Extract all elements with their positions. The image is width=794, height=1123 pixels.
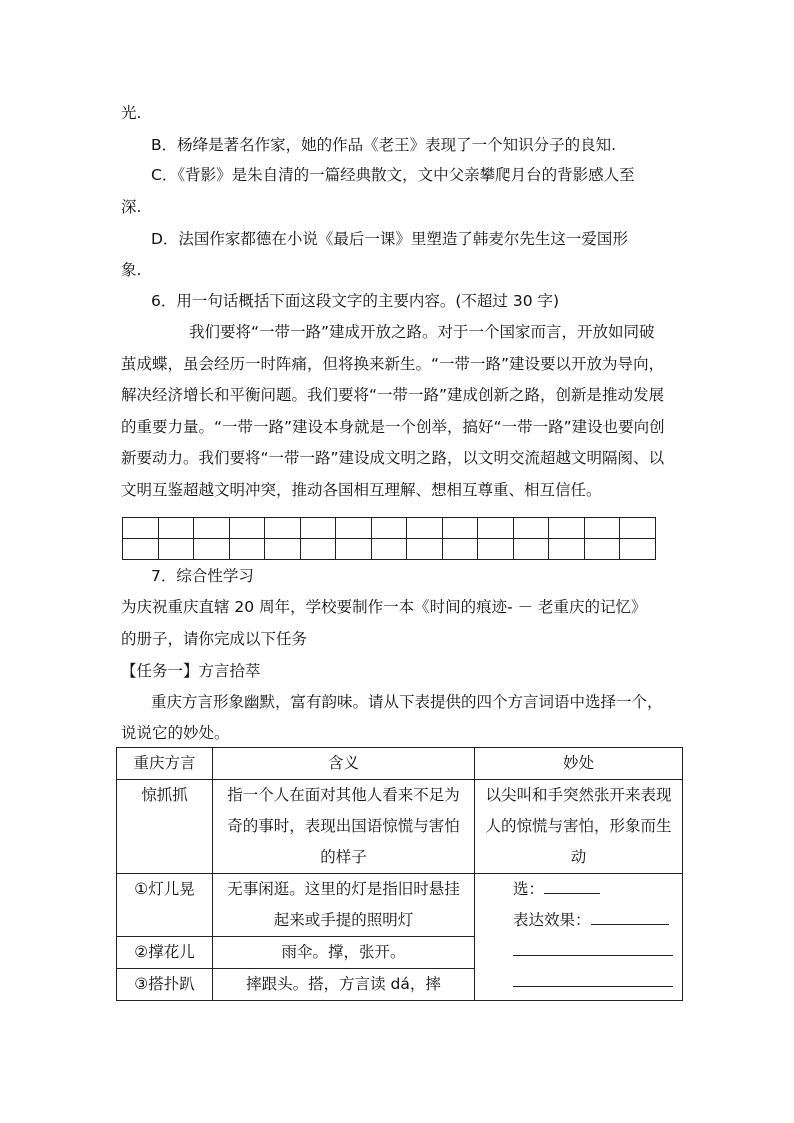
grid-cell[interactable] xyxy=(513,539,549,560)
passage-line: 文明互鉴超越文明冲突，推动各国相互理解、想相互尊重、相互信任。 xyxy=(121,481,602,499)
question-7-text: 为庆祝重庆直辖 20 周年，学校要制作一本《时间的痕迹- － 老重庆的记忆》 xyxy=(121,598,647,616)
effect-row xyxy=(485,905,682,936)
grid-cell[interactable] xyxy=(229,539,265,560)
question-7-text: 的册子，请你完成以下任务 xyxy=(121,630,308,648)
dialect-word: 惊抓抓 xyxy=(117,780,213,874)
answer-grid[interactable] xyxy=(122,517,656,560)
answer-cell xyxy=(475,874,683,1001)
grid-cell[interactable] xyxy=(336,539,372,560)
option-d: D．法国作家都德在小说《最后一课》里塑造了韩麦尔先生这一爱国形 xyxy=(151,230,628,248)
meaning-line: 的样子 xyxy=(320,848,367,866)
option-c: C．《背影》是朱自清的一篇经典散文，文中父亲攀爬月台的背影感人至 xyxy=(151,166,635,184)
dialect-meaning xyxy=(213,937,475,969)
grid-cell[interactable] xyxy=(478,539,514,560)
task-1-text: 说说它的妙处。 xyxy=(121,724,230,742)
dialect-effect xyxy=(475,780,683,874)
choose-label: 选： xyxy=(513,880,545,898)
grid-cell[interactable] xyxy=(371,518,407,539)
answer-line-row xyxy=(485,967,682,998)
meaning-line: 雨伞。撑，张开。 xyxy=(281,943,406,961)
meaning-line: 起来或手提的照明灯 xyxy=(273,911,414,929)
header-dialect: 重庆方言 xyxy=(117,748,213,780)
passage-line: 我们要将“一带一路”建成开放之路。对于一个国家而言，开放如同破 xyxy=(189,323,655,341)
effect-blank[interactable] xyxy=(591,906,669,925)
dialect-meaning xyxy=(213,969,475,1001)
grid-cell[interactable] xyxy=(442,518,478,539)
grid-cell[interactable] xyxy=(300,518,336,539)
effect-line: 人的惊慌与害怕，形象而生 xyxy=(485,817,672,835)
dialect-meaning xyxy=(213,780,475,874)
task-1-title: 【任务一】方言拾萃 xyxy=(121,662,261,680)
grid-cell[interactable] xyxy=(620,539,656,560)
meaning-line: 指一个人在面对其他人看来不足为 xyxy=(227,786,460,804)
meaning-line: 无事闲逛。这里的灯是指旧时悬挂 xyxy=(227,880,460,898)
grid-cell[interactable] xyxy=(265,539,301,560)
effect-line: 以尖叫和手突然张开来表现 xyxy=(485,786,672,804)
grid-cell[interactable] xyxy=(620,518,656,539)
passage-line: 新要动力。我们要将“一带一路”建设成文明之路，以文明交流超越文明隔阂、以 xyxy=(121,449,665,467)
grid-cell[interactable] xyxy=(513,518,549,539)
grid-cell[interactable] xyxy=(584,539,620,560)
grid-cell[interactable] xyxy=(194,518,230,539)
answer-grid-row xyxy=(123,518,656,539)
grid-cell[interactable] xyxy=(336,518,372,539)
task-1-text: 重庆方言形象幽默，富有韵味。请从下表提供的四个方言词语中选择一个， xyxy=(151,693,663,711)
question-7: 7．综合性学习 xyxy=(151,567,254,585)
grid-cell[interactable] xyxy=(300,539,336,560)
answer-blank[interactable] xyxy=(513,937,673,956)
header-meaning: 含义 xyxy=(213,748,475,780)
grid-cell[interactable] xyxy=(371,539,407,560)
grid-cell[interactable] xyxy=(158,539,194,560)
answer-line-row xyxy=(485,936,682,967)
effect-label: 表达效果： xyxy=(513,911,591,929)
table-header-row xyxy=(117,748,683,780)
grid-cell[interactable] xyxy=(549,539,585,560)
grid-cell[interactable] xyxy=(194,539,230,560)
choose-blank[interactable] xyxy=(544,875,600,894)
meaning-line: 摔跟头。搭，方言读 dá，摔 xyxy=(246,975,441,993)
table-row xyxy=(117,874,683,937)
dialect-word: ③搭扑趴 xyxy=(117,969,213,1001)
grid-cell[interactable] xyxy=(549,518,585,539)
answer-grid-row xyxy=(123,539,656,560)
grid-cell[interactable] xyxy=(229,518,265,539)
grid-cell[interactable] xyxy=(407,539,443,560)
option-b: B．杨绛是著名作家，她的作品《老王》表现了一个知识分子的良知. xyxy=(151,136,617,154)
grid-cell[interactable] xyxy=(265,518,301,539)
grid-cell[interactable] xyxy=(123,518,159,539)
grid-cell[interactable] xyxy=(158,518,194,539)
grid-cell[interactable] xyxy=(478,518,514,539)
grid-cell[interactable] xyxy=(407,518,443,539)
question-6: 6．用一句话概括下面这段文字的主要内容。(不超过 30 字) xyxy=(151,292,560,310)
header-effect: 妙处 xyxy=(475,748,683,780)
grid-cell[interactable] xyxy=(123,539,159,560)
passage-line: 解决经济增长和平衡问题。我们要将“一带一路”建成创新之路，创新是推动发展 xyxy=(121,386,665,404)
passage-line: 的重要力量。“一带一路”建设本身就是一个创举，搞好“一带一路”建设也要向创 xyxy=(121,418,665,436)
effect-line: 动 xyxy=(570,848,587,866)
option-d-end: 象. xyxy=(121,261,142,279)
meaning-line: 奇的事时，表现出国语惊慌与害怕 xyxy=(227,817,460,835)
dialect-table xyxy=(116,747,683,1001)
answer-blank[interactable] xyxy=(513,968,673,987)
option-a-end: 光. xyxy=(121,104,142,122)
grid-cell[interactable] xyxy=(442,539,478,560)
table-row xyxy=(117,780,683,874)
grid-cell[interactable] xyxy=(584,518,620,539)
choose-row xyxy=(485,874,682,905)
option-c-end: 深. xyxy=(121,198,142,216)
dialect-meaning xyxy=(213,874,475,937)
passage-line: 茧成蝶，虽会经历一时阵痛，但将换来新生。“一带一路”建设要以开放为导向， xyxy=(121,355,665,373)
dialect-word: ①灯儿晃 xyxy=(117,874,213,937)
dialect-word: ②撑花儿 xyxy=(117,937,213,969)
